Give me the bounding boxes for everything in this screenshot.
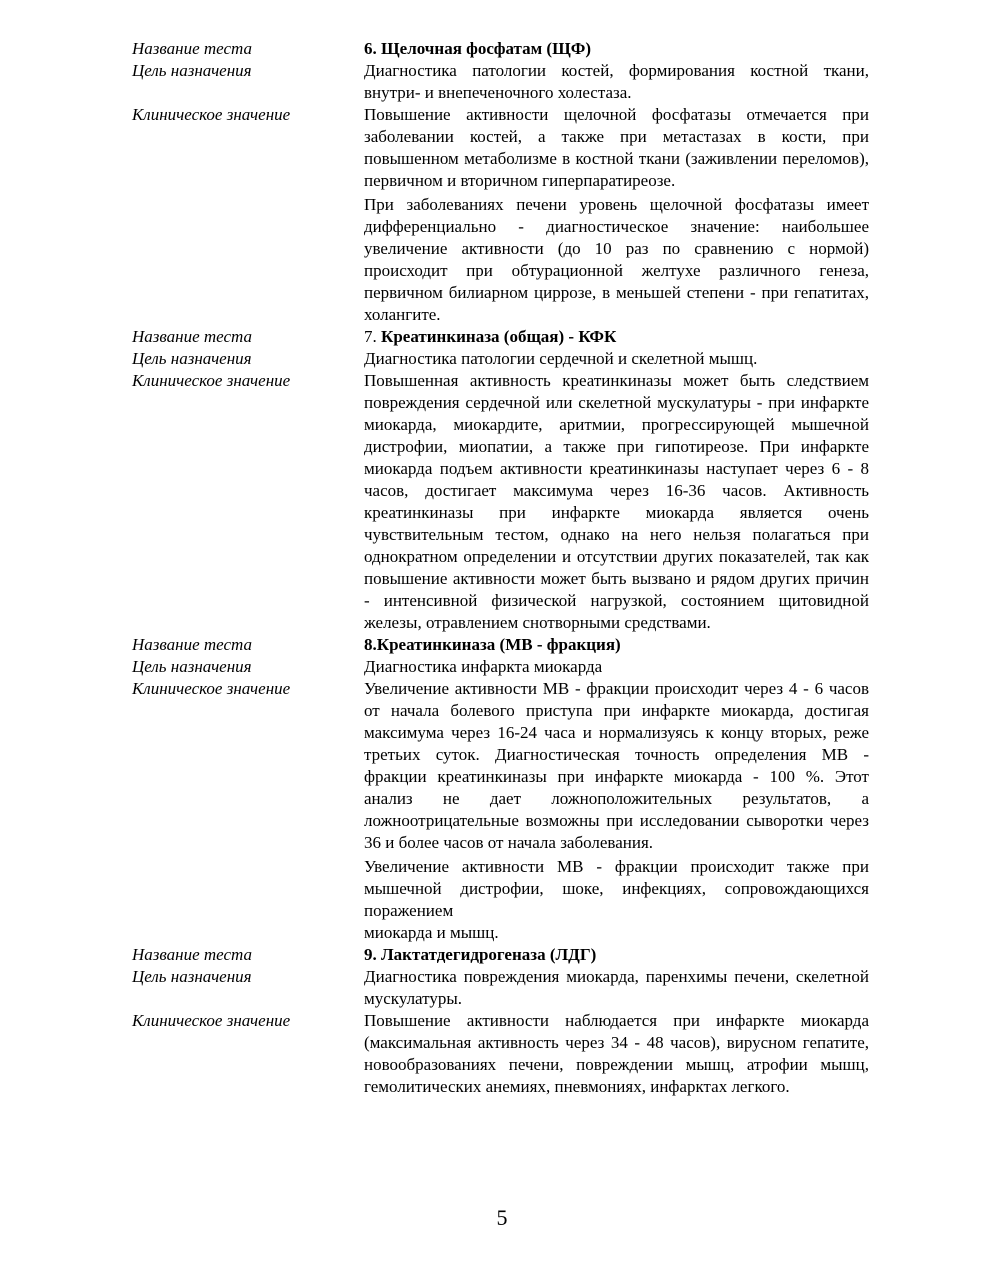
clinical-label: Клиническое значение	[132, 679, 291, 698]
purpose-paragraph: Диагностика инфаркта миокарда	[364, 657, 603, 676]
purpose-text	[364, 656, 869, 678]
page-number: 5	[496, 1205, 508, 1230]
clinical-paragraph: Увеличение активности МВ - фракции происходит через 4 - 6 часов от начала болевого приступа при инфаркте миокарда, достигая максимума через 16-24 часа и нормализуясь к концу вторых, реже третьих суток. Диагностическая точность определения МВ - фракции креатинкиназы при инфаркте миокарда - 100 %. Этот анализ не дает ложноположительных результатов, а ложноотрицательные возможны при исследовании сыворотки через 36 и более часов от начала заболевания.	[364, 679, 869, 852]
clinical-row	[132, 678, 872, 944]
test-name-row	[132, 326, 872, 348]
purpose-paragraph: Диагностика патологии костей, формирования костной ткани, внутри- и внепеченочного холестаза.	[364, 61, 869, 102]
clinical-row	[132, 104, 872, 326]
test-title-prefix: 7.	[364, 327, 381, 346]
document-page	[132, 38, 872, 1098]
clinical-label: Клиническое значение	[132, 371, 291, 390]
test-title: Креатинкиназа (общая) - КФК	[381, 327, 617, 346]
clinical-paragraph: Увеличение активности МВ - фракции происходит также при мышечной дистрофии, шоке, инфекциях, сопровождающихся поражением	[364, 857, 869, 920]
test-title: 6. Щелочная фосфатам (ЩФ)	[364, 39, 592, 58]
test-title-wrapper	[364, 326, 869, 348]
test-name-label: Название теста	[132, 635, 253, 654]
purpose-label: Цель назначения	[132, 657, 252, 676]
clinical-row	[132, 1010, 872, 1098]
purpose-row	[132, 348, 872, 370]
clinical-paragraph: Повышение активности наблюдается при инфаркте миокарда (максимальная активность через 34 - 48 часов), вирусном гепатите, новообразованиях печени, повреждении мышц, атрофии мышц, гемолитических анемиях, пневмониях, инфарктах легкого.	[364, 1011, 869, 1096]
purpose-row	[132, 656, 872, 678]
test-name-row	[132, 634, 872, 656]
purpose-label: Цель назначения	[132, 349, 252, 368]
clinical-row	[132, 370, 872, 634]
clinical-text	[364, 370, 869, 634]
clinical-paragraph: При заболеваниях печени уровень щелочной фосфатазы имеет дифференциально - диагностическое значение: наибольшее увеличение активности (до 10 раз по сравнению с нормой) происходит при обтурационной желтухе различного генеза, первичном билиарном циррозе, в меньшей степени - при гепатитах, холангите.	[364, 195, 869, 324]
clinical-text	[364, 1010, 869, 1098]
test-name-row	[132, 38, 872, 60]
purpose-text	[364, 60, 869, 104]
purpose-label: Цель назначения	[132, 61, 252, 80]
purpose-text	[364, 966, 869, 1010]
test-name-label: Название теста	[132, 945, 253, 964]
purpose-paragraph: Диагностика патологии сердечной и скелетной мышц.	[364, 349, 758, 368]
purpose-text	[364, 348, 869, 370]
clinical-paragraph: миокарда и мышц.	[364, 923, 499, 942]
clinical-paragraph: Повышенная активность креатинкиназы может быть следствием повреждения сердечной или скелетной мускулатуры - при инфаркте миокарда, миокардите, аритмии, прогрессирующей мышечной дистрофии, миопатии, а также при гипотиреозе. При инфаркте миокарда подъем активности креатинкиназы наступает через 6 - 8 часов, достигает максимума через 16-36 часов. Активность креатинкиназы при инфаркте миокарда является очень чувствительным тестом, однако на него нельзя полагаться при однократном определении и отсутствии других показателей, так как повышение активности может быть вызвано и рядом других причин - интенсивной физической нагрузкой, состоянием щитовидной железы, отравлением снотворными средствами.	[364, 371, 869, 632]
purpose-row	[132, 60, 872, 104]
clinical-label: Клиническое значение	[132, 1011, 291, 1030]
purpose-paragraph: Диагностика повреждения миокарда, паренхимы печени, скелетной мускулатуры.	[364, 967, 869, 1008]
clinical-paragraph: Повышение активности щелочной фосфатазы отмечается при заболевании костей, а также при метастазах в кости, при повышенном метаболизме в костной ткани (заживлении переломов), первичном и вторичном гиперпаратиреозе.	[364, 105, 869, 190]
test-name-label: Название теста	[132, 39, 253, 58]
clinical-label: Клиническое значение	[132, 105, 291, 124]
test-name-row	[132, 944, 872, 966]
test-name-label: Название теста	[132, 327, 253, 346]
test-title: 9. Лактатдегидрогеназа (ЛДГ)	[364, 945, 597, 964]
clinical-text	[364, 678, 869, 944]
test-title: 8.Креатинкиназа (МВ - фракция)	[364, 635, 621, 654]
purpose-label: Цель назначения	[132, 967, 252, 986]
purpose-row	[132, 966, 872, 1010]
clinical-text	[364, 104, 869, 326]
